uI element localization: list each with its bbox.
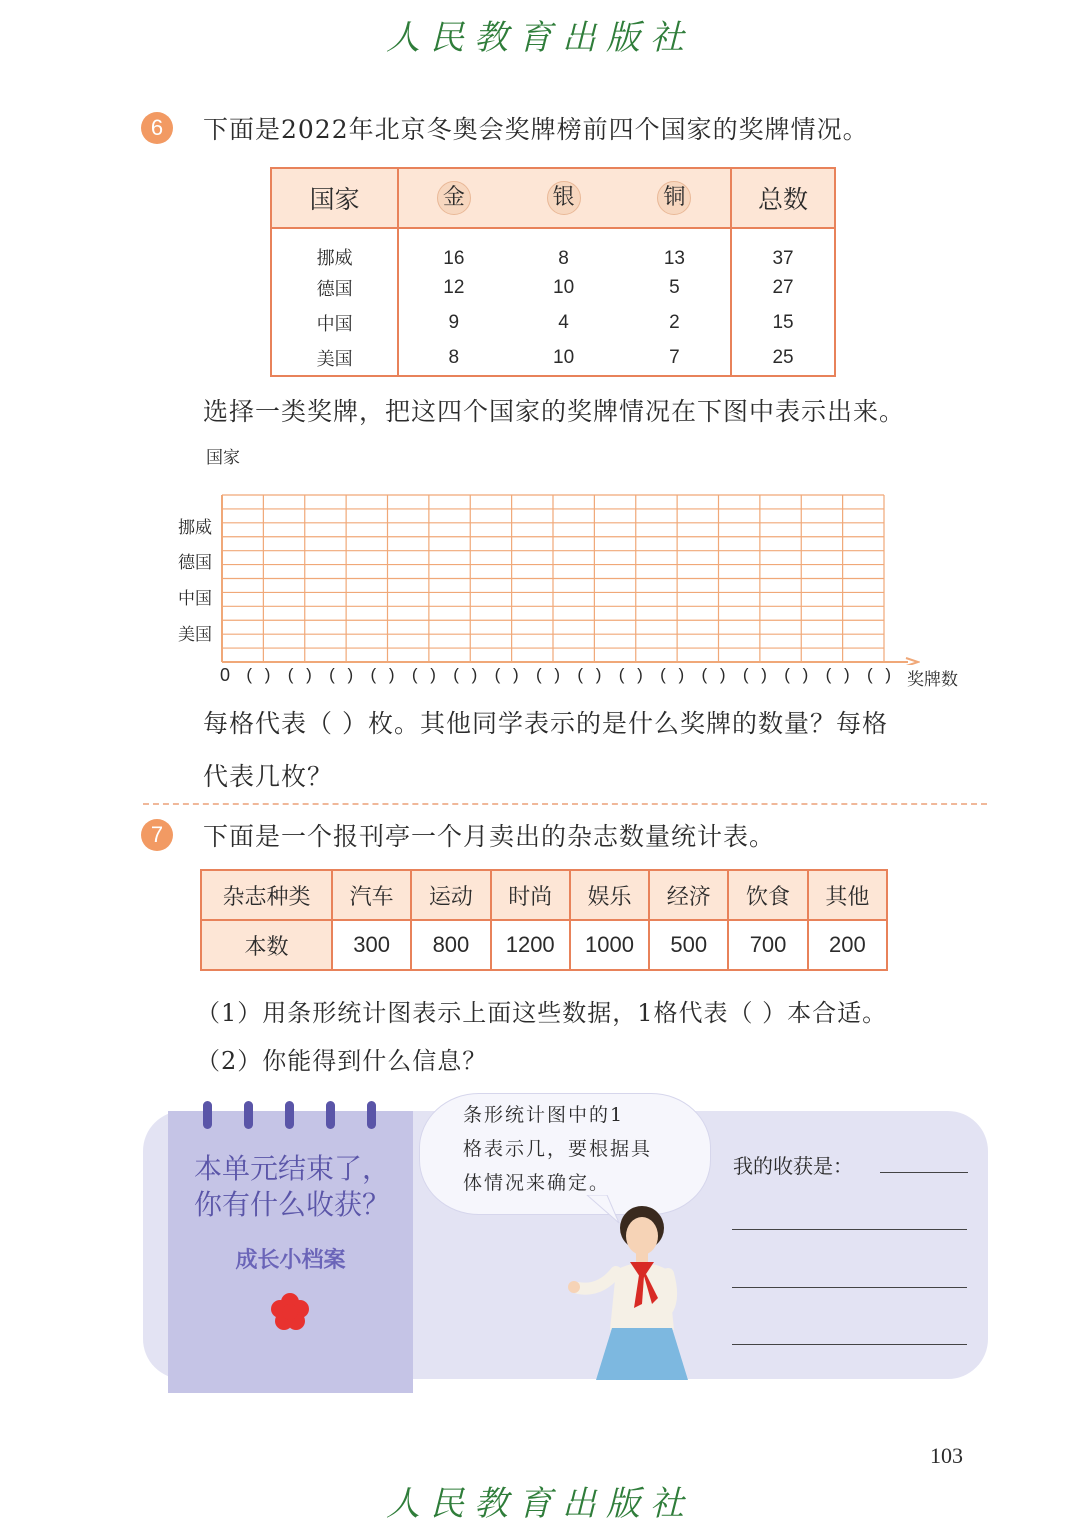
bubble-text-line3: 体情况来确定。 bbox=[463, 1172, 611, 1194]
bronze-cell: 2 bbox=[619, 305, 731, 340]
y-axis-title: 国家 bbox=[206, 448, 240, 468]
question-text: 下面是2022年北京冬奥会奖牌榜前四个国家的奖牌情况。 bbox=[203, 115, 869, 144]
value-label: 本数 bbox=[201, 920, 332, 970]
bronze-cell: 5 bbox=[619, 270, 731, 305]
x-axis-blank[interactable]: ( ) bbox=[577, 665, 606, 684]
x-axis-title: 奖牌数 bbox=[907, 670, 958, 690]
value-cell: 700 bbox=[728, 920, 807, 970]
total-cell: 27 bbox=[772, 276, 794, 298]
y-label: 中国 bbox=[178, 589, 212, 609]
growth-title-line2: 你有什么收获？ bbox=[194, 1188, 391, 1221]
value-cell: 1000 bbox=[570, 920, 649, 970]
x-axis-blank[interactable]: ( ) bbox=[370, 665, 399, 684]
question-number: 7 bbox=[141, 819, 173, 851]
bronze-cell: 7 bbox=[619, 340, 731, 376]
ring-icon bbox=[326, 1101, 335, 1129]
category-cell: 经济 bbox=[649, 870, 728, 920]
harvest-label: 我的收获是： bbox=[733, 1154, 853, 1178]
table-header-row bbox=[271, 168, 835, 228]
value-cell: 800 bbox=[411, 920, 490, 970]
bubble-text-line1: 条形统计图中的1 bbox=[463, 1104, 625, 1126]
category-cell: 时尚 bbox=[491, 870, 570, 920]
x-axis-blank[interactable]: ( ) bbox=[287, 665, 316, 684]
x-axis-blank[interactable]: ( ) bbox=[453, 665, 482, 684]
value-cell: 500 bbox=[649, 920, 728, 970]
category-cell: 饮食 bbox=[728, 870, 807, 920]
x-origin-label: 0 bbox=[220, 665, 231, 685]
grid-lines bbox=[222, 495, 908, 662]
harvest-line[interactable] bbox=[732, 1344, 967, 1345]
harvest-line[interactable] bbox=[880, 1172, 968, 1173]
question-number: 6 bbox=[141, 112, 173, 144]
girl-illustration bbox=[560, 1200, 700, 1380]
bronze-cell: 13 bbox=[619, 228, 731, 270]
x-axis-blank[interactable]: ( ) bbox=[536, 665, 565, 684]
gold-cell: 8 bbox=[448, 346, 460, 368]
ring-icon bbox=[203, 1101, 212, 1129]
harvest-line[interactable] bbox=[732, 1229, 967, 1230]
growth-title-line1: 本单元结束了， bbox=[194, 1152, 391, 1185]
ring-icon bbox=[367, 1101, 376, 1129]
blank-grid[interactable] bbox=[210, 485, 920, 665]
instruction-text: 选择一类奖牌，把这四个国家的奖牌情况在下图中表示出来。 bbox=[203, 397, 906, 426]
y-label: 挪威 bbox=[178, 518, 212, 538]
section-divider bbox=[143, 803, 987, 805]
header-category: 杂志种类 bbox=[201, 870, 332, 920]
x-axis-blank[interactable]: ( ) bbox=[494, 665, 523, 684]
country-cell: 挪威 bbox=[271, 228, 398, 270]
country-cell: 中国 bbox=[271, 305, 398, 340]
table-header-row bbox=[201, 870, 887, 920]
gold-cell: 12 bbox=[443, 276, 465, 298]
gold-cell: 16 bbox=[443, 248, 465, 269]
growth-subtitle: 成长小档案 bbox=[235, 1248, 346, 1273]
publisher-footer: 人民教育出版社 bbox=[386, 1484, 694, 1524]
sub-question-1: （1）用条形统计图表示上面这些数据，1格代表（ ）本合适。 bbox=[196, 999, 888, 1027]
silver-cell: 8 bbox=[558, 248, 569, 269]
x-axis-blank[interactable]: ( ) bbox=[867, 665, 896, 684]
x-axis-blank[interactable]: ( ) bbox=[742, 665, 771, 684]
header-country: 国家 bbox=[271, 168, 398, 228]
silver-medal-icon: 银 bbox=[547, 181, 581, 215]
value-cell: 300 bbox=[332, 920, 411, 970]
x-axis-blank[interactable]: ( ) bbox=[825, 665, 854, 684]
follow-up-line2: 代表几枚？ bbox=[203, 762, 334, 791]
silver-cell: 10 bbox=[553, 346, 575, 368]
medal-table bbox=[270, 167, 836, 377]
flower-icon bbox=[268, 1290, 312, 1334]
y-label: 德国 bbox=[178, 553, 212, 573]
country-cell: 美国 bbox=[271, 340, 398, 376]
y-label: 美国 bbox=[178, 625, 212, 645]
sub-question-2: （2）你能得到什么信息？ bbox=[196, 1047, 488, 1075]
total-cell: 15 bbox=[772, 311, 794, 333]
country-cell: 德国 bbox=[271, 270, 398, 305]
table-row bbox=[271, 228, 835, 270]
total-cell: 25 bbox=[772, 346, 794, 368]
harvest-line[interactable] bbox=[732, 1287, 967, 1288]
x-axis-blank[interactable]: ( ) bbox=[660, 665, 689, 684]
silver-cell: 10 bbox=[553, 276, 575, 298]
publisher-header: 人民教育出版社 bbox=[386, 18, 694, 58]
x-axis-blank[interactable]: ( ) bbox=[329, 665, 358, 684]
follow-up-line1: 每格代表（ ）枚。其他同学表示的是什么奖牌的数量？每格 bbox=[203, 709, 888, 738]
header-total: 总数 bbox=[731, 168, 835, 228]
total-cell: 37 bbox=[772, 248, 794, 269]
category-cell: 其他 bbox=[808, 870, 887, 920]
question-text: 下面是一个报刊亭一个月卖出的杂志数量统计表。 bbox=[203, 822, 776, 851]
page-number: 103 bbox=[930, 1443, 963, 1468]
gold-cell: 9 bbox=[448, 311, 460, 333]
table-row bbox=[271, 305, 835, 340]
value-cell: 200 bbox=[808, 920, 887, 970]
bronze-medal-icon: 铜 bbox=[657, 181, 691, 215]
x-axis-blank[interactable]: ( ) bbox=[246, 665, 275, 684]
ring-icon bbox=[285, 1101, 294, 1129]
magazine-table bbox=[200, 869, 888, 971]
silver-cell: 4 bbox=[558, 311, 569, 333]
x-axis-blank[interactable]: ( ) bbox=[784, 665, 813, 684]
category-cell: 汽车 bbox=[332, 870, 411, 920]
table-row bbox=[271, 270, 835, 305]
value-cell: 1200 bbox=[491, 920, 570, 970]
category-cell: 娱乐 bbox=[570, 870, 649, 920]
x-axis-blank[interactable]: ( ) bbox=[701, 665, 730, 684]
x-axis-blank[interactable]: ( ) bbox=[411, 665, 440, 684]
bubble-text-line2: 格表示几，要根据具 bbox=[463, 1138, 653, 1160]
gold-medal-icon: 金 bbox=[437, 181, 471, 215]
ring-icon bbox=[244, 1101, 253, 1129]
table-row bbox=[201, 920, 887, 970]
category-cell: 运动 bbox=[411, 870, 490, 920]
x-axis-blank[interactable]: ( ) bbox=[618, 665, 647, 684]
table-row bbox=[271, 340, 835, 376]
